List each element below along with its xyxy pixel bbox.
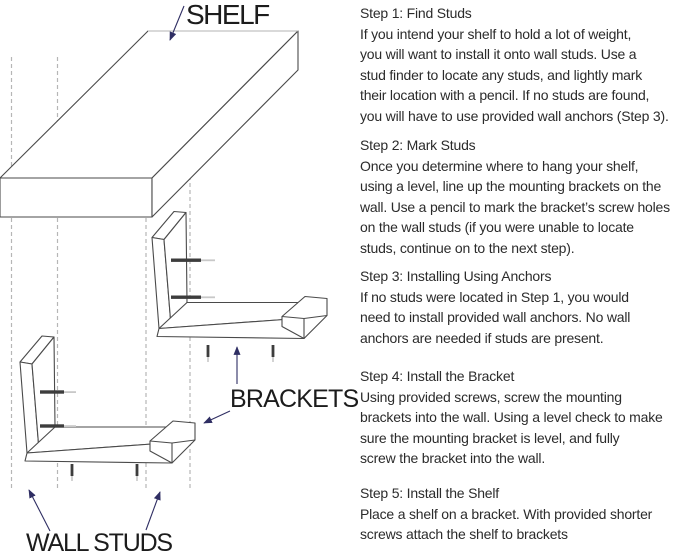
step-heading: Step 3: Installing Using Anchors <box>360 268 552 284</box>
step-line: studs, continue on to the next step). <box>360 239 575 256</box>
step-line: anchors are needed if studs are present. <box>360 329 604 346</box>
step-block <box>360 266 630 348</box>
screw-icon <box>207 345 210 362</box>
screw-icon <box>272 345 275 362</box>
brackets-label: BRACKETS <box>230 385 359 413</box>
step-block <box>360 483 652 545</box>
step-heading: Step 4: Install the Bracket <box>360 368 515 384</box>
step-line: sure the mounting bracket is level, and fully <box>360 429 620 446</box>
step-line: If no studs were located in Step 1, you would <box>360 288 629 305</box>
shelf-drawing <box>0 31 298 217</box>
step-block <box>360 366 663 469</box>
step-line: brackets into the wall. Using a level check to make <box>360 409 663 425</box>
step-line: Once you determine where to hang your shelf, <box>360 157 639 174</box>
step-line: screw the bracket into the wall. <box>360 450 546 466</box>
step-line: stud finder to locate any studs, and lightly mark <box>360 66 643 83</box>
bracket-upper-drawing <box>152 212 327 339</box>
wall-studs-pointer-arrow-right <box>146 492 160 530</box>
step-line: If you intend your shelf to hold a lot of weight, <box>360 25 632 42</box>
screw-icon <box>136 464 139 481</box>
screw-icon <box>71 464 74 481</box>
step-block <box>360 3 669 126</box>
step-heading: Step 2: Mark Studs <box>360 137 476 153</box>
wall-studs-pointer-arrow-left <box>29 490 50 531</box>
step-line: their location with a pencil. If no studs are found, <box>360 87 650 103</box>
screw-icon <box>171 296 215 299</box>
step-line: wall. Use a pencil to mark the bracket’s screw holes <box>360 198 670 215</box>
step-line: Place a shelf on a bracket. With provided shorter <box>360 505 653 522</box>
step-line: on the wall studs (if you were unable to locate <box>360 219 634 235</box>
step-line: need to install provided wall anchors. No wall <box>360 309 631 325</box>
wall-studs-label: WALL STUDS <box>26 529 172 556</box>
bracket-lower-drawing <box>20 336 195 463</box>
brackets-pointer-arrow-left <box>204 411 230 423</box>
step-block <box>360 135 670 258</box>
step-heading: Step 1: Find Studs <box>360 5 472 21</box>
step-heading: Step 5: Install the Shelf <box>360 485 499 501</box>
screw-icon <box>171 259 215 262</box>
step-line: screws attach the shelf to brackets <box>360 526 568 542</box>
step-line: you will have to use provided wall anchors (Step 3). <box>360 107 669 124</box>
shelf-label: SHELF <box>186 0 269 30</box>
step-line: Using provided screws, screw the mounting <box>360 388 622 405</box>
screw-icon <box>40 390 76 393</box>
step-line: using a level, line up the mounting brackets on the <box>360 178 662 194</box>
step-line: you will want to install it onto wall studs. Use a <box>360 46 637 62</box>
